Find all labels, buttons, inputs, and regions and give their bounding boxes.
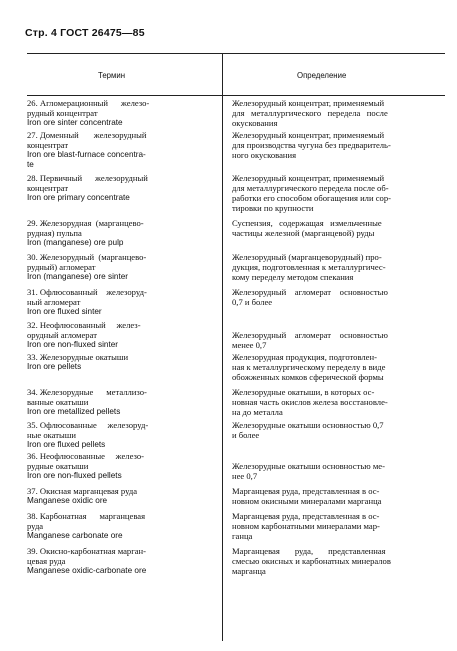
definition-line: на до металла [232,407,283,417]
definition-column-header: Определение [297,71,347,80]
term-entry [27,173,213,203]
term-entry [27,130,213,170]
term-english-line: Iron ore non-fluxed pellets [27,471,122,480]
definition-entry [232,451,442,481]
definition-line: Железорудная продукция, подготовлен- [232,352,377,362]
definition-entry [232,387,442,417]
term-line: 31. Офлюсованный железоруд- [27,287,147,297]
definition-line: Железорудный агломерат основностью [232,287,388,297]
definition-line: Железорудный агломерат основностью [232,330,388,340]
term-line: 30. Железорудный (марганцево- [27,252,147,262]
term-line: рудный концентрат [27,108,98,118]
term-line: 27. Доменный железорудный [27,130,147,140]
term-line: 32. Неофлюсованный желез- [27,320,141,330]
definition-line: тировки по крупности [232,203,314,213]
term-english-line: te [27,160,34,169]
definition-line: для металлургического передела после об- [232,183,389,193]
definition-line: ного окускования [232,150,297,160]
term-entry [27,546,213,576]
definition-entry [232,486,442,506]
definition-entry [232,420,442,440]
term-entry [27,352,213,372]
term-english-line: Iron ore non-fluxed sinter [27,340,119,349]
page-header: Стр. 4 ГОСТ 26475—85 [25,27,145,39]
definition-line: Железорудный концентрат, применяемый [232,98,385,108]
definition-entry [232,173,442,213]
term-line: цевая руда [27,556,66,566]
definition-line: Железорудные окатыши основностью ме- [232,461,385,471]
definition-line: новном карбонатными минералами мар- [232,521,380,531]
definition-line: нее 0,7 [232,471,258,481]
definition-line: марганца [232,566,266,576]
definition-entry [232,218,442,238]
term-line: руда [27,521,44,531]
definition-entry [232,352,442,382]
definition-line: смесью окисных и карбонатных минералов [232,556,391,566]
term-line: ные окатыши [27,430,77,440]
definition-entry [232,511,442,541]
definition-line: Марганцевая руда, представленная в ос- [232,486,380,496]
term-entry [27,420,213,450]
term-line: 38. Карбонатная марганцевая [27,511,146,521]
term-line: орудный агломерат [27,330,97,340]
definition-line: частицы железной (марганцевой) руды [232,228,375,238]
term-line: рудный) агломерат [27,262,96,272]
term-line: концентрат [27,140,69,150]
definition-line: Железорудный концентрат, применяемый [232,130,385,140]
definition-entry [232,287,442,307]
term-english-line: Iron (manganese) ore sinter [27,272,129,281]
definition-line: Железорудные окатыши основностью 0,7 [232,420,384,430]
term-english-line: Iron ore sinter concentrate [27,118,123,127]
term-line: ванные окатыши [27,397,89,407]
term-english-line: Iron ore metallized pellets [27,407,121,416]
term-entry [27,511,213,541]
term-line: ный агломерат [27,297,81,307]
term-english-line: Iron ore fluxed sinter [27,307,102,316]
definition-line: кому переделу методом спекания [232,272,354,282]
definition-line: работки его способом обогащения или сор- [232,193,391,203]
term-line: 39. Окисно-карбонатная марган- [27,546,147,556]
term-line: концентрат [27,183,69,193]
term-line: рудные окатыши [27,461,89,471]
definition-line: менее 0,7 [232,340,267,350]
term-column-header: Термин [98,71,126,80]
term-entry [27,320,213,350]
term-line: 28. Первичный железорудный [27,173,148,183]
definition-line: ная к металлургическому переделу в виде [232,362,386,372]
definition-line: новная часть окислов железа восстановле- [232,397,388,407]
definition-entry [232,130,442,160]
term-english-line: Iron (manganese) ore pulp [27,238,124,247]
definition-line: Железорудные окатыши, в которых ос- [232,387,375,397]
term-line: 37. Окисная марганцевая руда [27,486,138,496]
definition-line: Железорудный (марганцеворудный) про- [232,252,382,262]
term-entry [27,387,213,417]
term-line: 34. Железорудные металлизо- [27,387,147,397]
term-english-line: Iron ore fluxed pellets [27,440,106,449]
definition-line: для металлургического передела после [232,108,388,118]
term-entry [27,486,213,506]
term-line: 36. Неофлюсованные железо- [27,451,145,461]
definition-line: новном окисными минералами марганца [232,496,382,506]
definition-line: дукция, подготовленная к металлургичес- [232,262,386,272]
term-entry [27,252,213,282]
definition-entry [232,98,442,128]
definition-line: и более [232,430,260,440]
term-english-line: Iron ore blast-furnace concentra- [27,150,146,159]
term-english-line: Manganese oxidic ore [27,496,108,505]
definition-entry [232,320,442,350]
term-english-line: Iron ore pellets [27,362,82,371]
term-entry [27,218,213,248]
table-column-divider [222,53,223,641]
term-line: рудная) пульпа [27,228,82,238]
definition-line: Марганцевая руда, представленная в ос- [232,511,380,521]
term-entry [27,98,213,128]
definition-line: для производства чугуна без предваритель- [232,140,391,150]
term-entry [27,451,213,481]
table-top-rule [27,53,445,54]
definition-line [232,451,442,461]
term-english-line: Manganese carbonate ore [27,531,123,540]
definition-entry [232,252,442,282]
definition-line: Железорудный концентрат, применяемый [232,173,385,183]
term-english-line: Manganese oxidic-carbonate ore [27,566,147,575]
definition-line: Марганцевая руда, представленная [232,546,386,556]
table-header-rule [27,95,445,96]
term-line: 26. Агломерационный железо- [27,98,150,108]
term-entry [27,287,213,317]
definition-line: Суспензия, содержащая измельченные [232,218,382,228]
definition-line: 0,7 и более [232,297,273,307]
definition-line: обожженных комков сферической формы [232,372,384,382]
term-line: 33. Железорудные окатыши [27,352,129,362]
definition-entry [232,546,442,576]
definition-line [232,320,442,330]
term-line: 29. Железорудная (марганцево- [27,218,144,228]
definition-line: окускования [232,118,278,128]
definition-line: ганца [232,531,253,541]
term-english-line: Iron ore primary concentrate [27,193,130,202]
term-line: 35. Офлюсованные железоруд- [27,420,149,430]
